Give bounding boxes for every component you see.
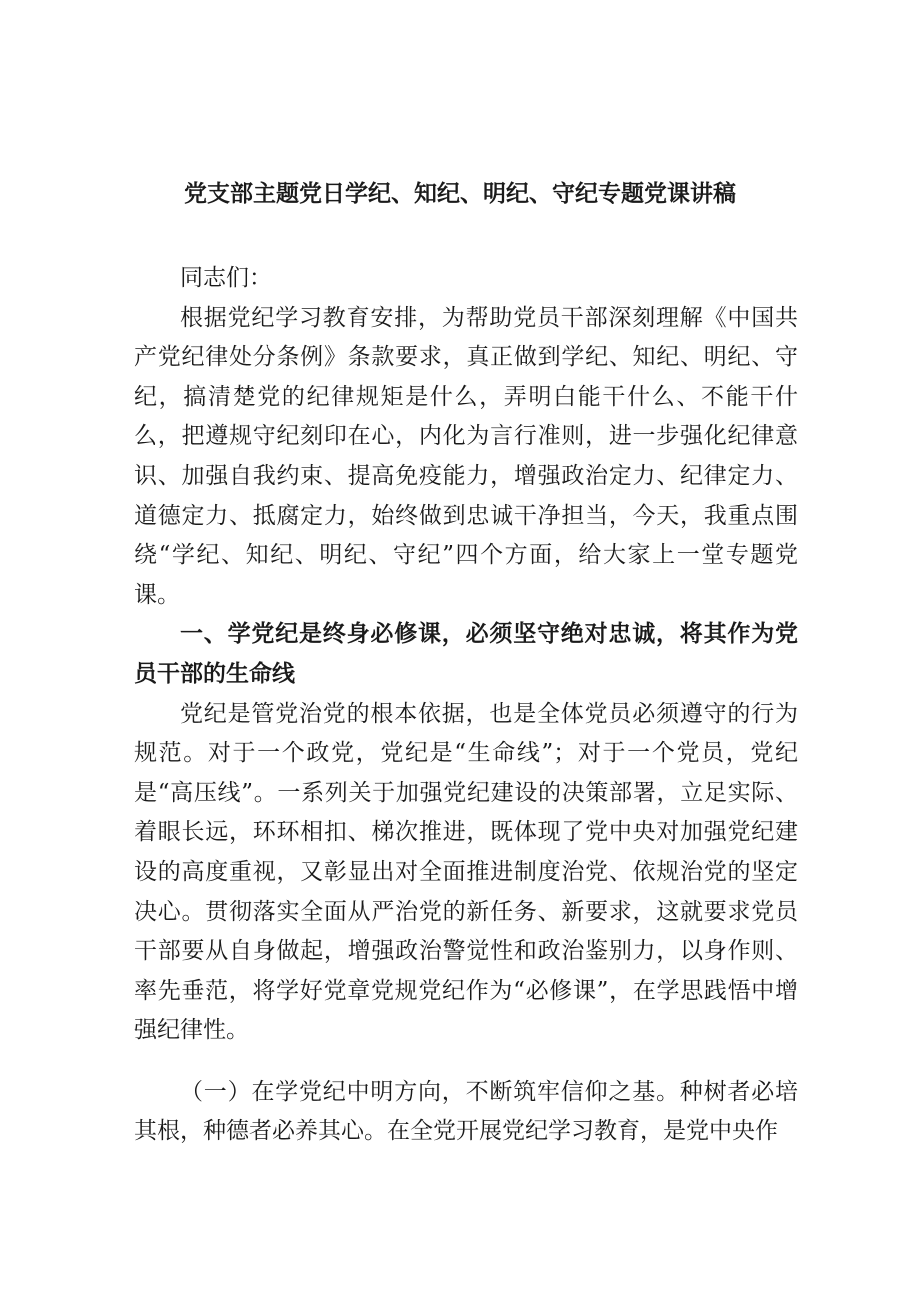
- subsection-1-paragraph: （一）在学党纪中明方向，不断筑牢信仰之基。种树者必培其根，种德者必养其心。在全党开展党纪学习教育，是党中央作: [134, 1078, 798, 1145]
- section-1-paragraph: 党纪是管党治党的根本依据，也是全体党员必须遵守的行为规范。对于一个政党，党纪是“生命线”；对于一个党员，党纪是“高压线”。一系列关于加强党纪建设的决策部署，立足实际、着眼长远，环环相扣、梯次推进，既体现了党中央对加强党纪建设的高度重视，又彰显出对全面推进制度治党、依规治党的坚定决心。贯彻落实全面从严治党的新任务、新要求，这就要求党员干部要从自身做起，增强政治警觉性和政治鉴别力，以身作则、率先垂范，将学好党章党规党纪作为“必修课”，在学思践悟中增强纪律性。: [134, 700, 798, 1044]
- section-1-heading: 一、学党纪是终身必修课，必须坚守绝对忠诚，将其作为党员干部的生命线: [134, 621, 798, 687]
- document-title: 党支部主题党日学纪、知纪、明纪、守纪专题党课讲稿: [184, 181, 736, 207]
- intro-paragraph: 根据党纪学习教育安排，为帮助党员干部深刻理解《中国共产党纪律处分条例》条款要求，真正做到学纪、知纪、明纪、守纪，搞清楚党的纪律规矩是什么，弄明白能干什么、不能干什么，把遵规守纪刻印在心，内化为言行准则，进一步强化纪律意识、加强自我约束、提高免疫能力，增强政治定力、纪律定力、道德定力、抵腐定力，始终做到忠诚干净担当，今天，我重点围绕“学纪、知纪、明纪、守纪”四个方面，给大家上一堂专题党课。: [134, 304, 798, 608]
- document-body: [134, 259, 798, 1152]
- salutation: 同志们：: [180, 265, 272, 291]
